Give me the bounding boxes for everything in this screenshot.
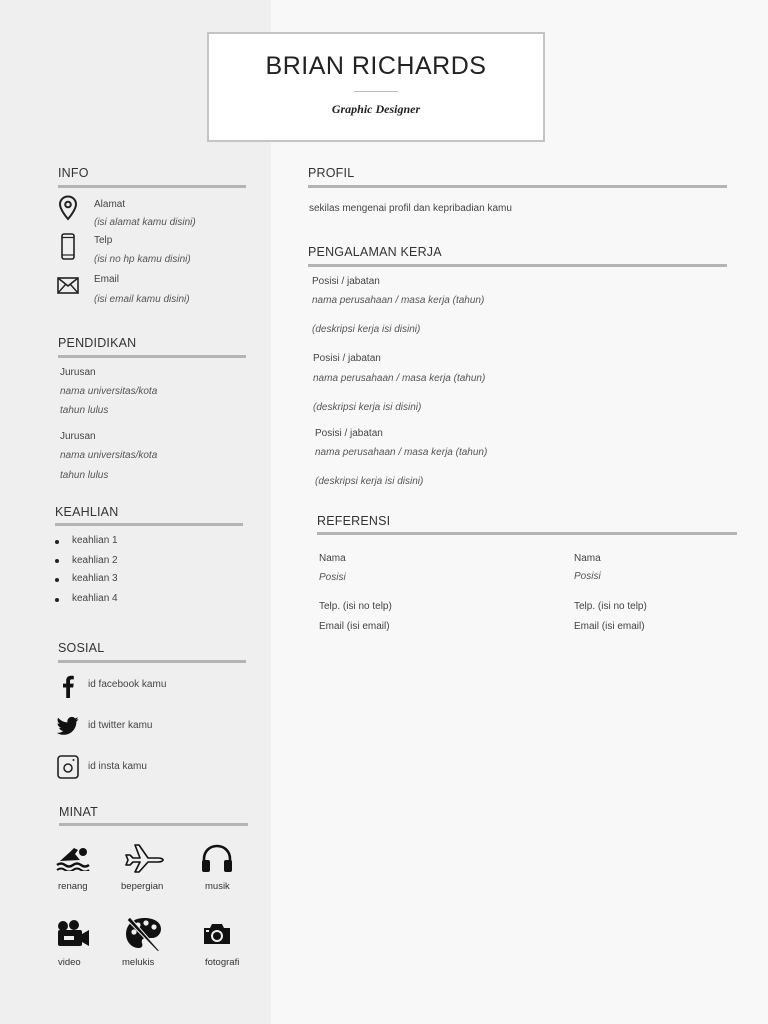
minat-divider [59,823,248,826]
minat-melukis: melukis [122,957,155,968]
keahlian-title: KEAHLIAN [55,505,119,519]
sosial-divider [58,660,246,663]
pengalaman-title: PENGALAMAN KERJA [308,245,442,259]
header-divider [354,91,398,92]
pendidikan-tahun-2: tahun lulus [60,470,109,481]
referensi-email-1: Email (isi email) [319,621,390,632]
bullet-icon [55,598,59,602]
person-role: Graphic Designer [331,102,421,116]
sosial-instagram[interactable]: id insta kamu [88,761,147,772]
info-title: INFO [58,166,89,180]
referensi-divider [317,532,737,535]
minat-video: video [58,957,81,968]
pengalaman-deskripsi-3: (deskripsi kerja isi disini) [315,476,424,487]
pengalaman-perusahaan-2: nama perusahaan / masa kerja (tahun) [313,373,486,384]
profil-text: sekilas mengenai profil dan kepribadian kamu [309,203,512,214]
phone-icon [61,233,75,260]
referensi-nama-1: Nama [319,553,346,564]
keahlian-item-3: keahlian 3 [72,573,118,584]
pengalaman-deskripsi-1: (deskripsi kerja isi disini) [312,324,421,335]
info-label-email: Email [94,274,120,285]
sosial-title: SOSIAL [58,641,105,655]
pendidikan-divider [58,355,246,358]
referensi-nama-2: Nama [574,553,601,564]
location-pin-icon [58,195,78,221]
info-divider [58,185,246,188]
sosial-twitter[interactable]: id twitter kamu [88,720,153,731]
info-label-telp: Telp [94,235,113,246]
pengalaman-divider [308,264,727,267]
envelope-icon [57,277,79,294]
pendidikan-title: PENDIDIKAN [58,336,137,350]
bullet-icon [55,578,59,582]
referensi-telp-1: Telp. (isi no telp) [319,601,392,612]
keahlian-item-4: keahlian 4 [72,593,118,604]
profil-divider [308,185,727,188]
referensi-email-2: Email (isi email) [574,621,645,632]
pendidikan-universitas-1: nama universitas/kota [60,386,158,397]
referensi-title: REFERENSI [317,514,391,528]
pengalaman-posisi-2: Posisi / jabatan [313,353,381,364]
airplane-icon [124,843,164,873]
minat-title: MINAT [59,805,98,819]
swimming-icon [56,845,90,871]
main-content [271,0,768,1024]
pendidikan-universitas-2: nama universitas/kota [60,450,158,461]
keahlian-item-1: keahlian 1 [72,535,118,546]
facebook-icon[interactable] [62,674,74,698]
minat-bepergian: bepergian [121,881,164,892]
bullet-icon [55,559,59,563]
instagram-icon[interactable] [57,755,79,779]
sosial-facebook[interactable]: id facebook kamu [88,679,167,690]
headphones-icon [200,843,234,873]
info-value-alamat: (isi alamat kamu disini) [94,217,196,228]
pendidikan-tahun-1: tahun lulus [60,405,109,416]
keahlian-divider [55,523,243,526]
name-header [207,32,545,142]
twitter-icon[interactable] [57,716,79,736]
pengalaman-deskripsi-2: (deskripsi kerja isi disini) [313,402,422,413]
referensi-posisi-1: Posisi [319,572,346,583]
pendidikan-jurusan-1: Jurusan [60,367,96,378]
video-camera-icon [56,919,90,949]
pengalaman-posisi-1: Posisi / jabatan [312,276,380,287]
pendidikan-jurusan-2: Jurusan [60,431,96,442]
minat-musik: musik [205,881,230,892]
keahlian-item-2: keahlian 2 [72,555,118,566]
pengalaman-posisi-3: Posisi / jabatan [315,428,383,439]
minat-renang: renang [58,881,88,892]
info-value-email: (isi email kamu disini) [94,294,190,305]
profil-title: PROFIL [308,166,355,180]
paint-palette-icon [124,915,164,953]
info-value-telp: (isi no hp kamu disini) [94,254,191,265]
referensi-telp-2: Telp. (isi no telp) [574,601,647,612]
minat-fotografi: fotografi [205,957,240,968]
bullet-icon [55,540,59,544]
pengalaman-perusahaan-1: nama perusahaan / masa kerja (tahun) [312,295,485,306]
pengalaman-perusahaan-3: nama perusahaan / masa kerja (tahun) [315,447,488,458]
person-name: BRIAN RICHARDS [265,52,487,80]
camera-icon [202,922,232,946]
info-label-alamat: Alamat [94,199,126,210]
referensi-posisi-2: Posisi [574,571,601,582]
